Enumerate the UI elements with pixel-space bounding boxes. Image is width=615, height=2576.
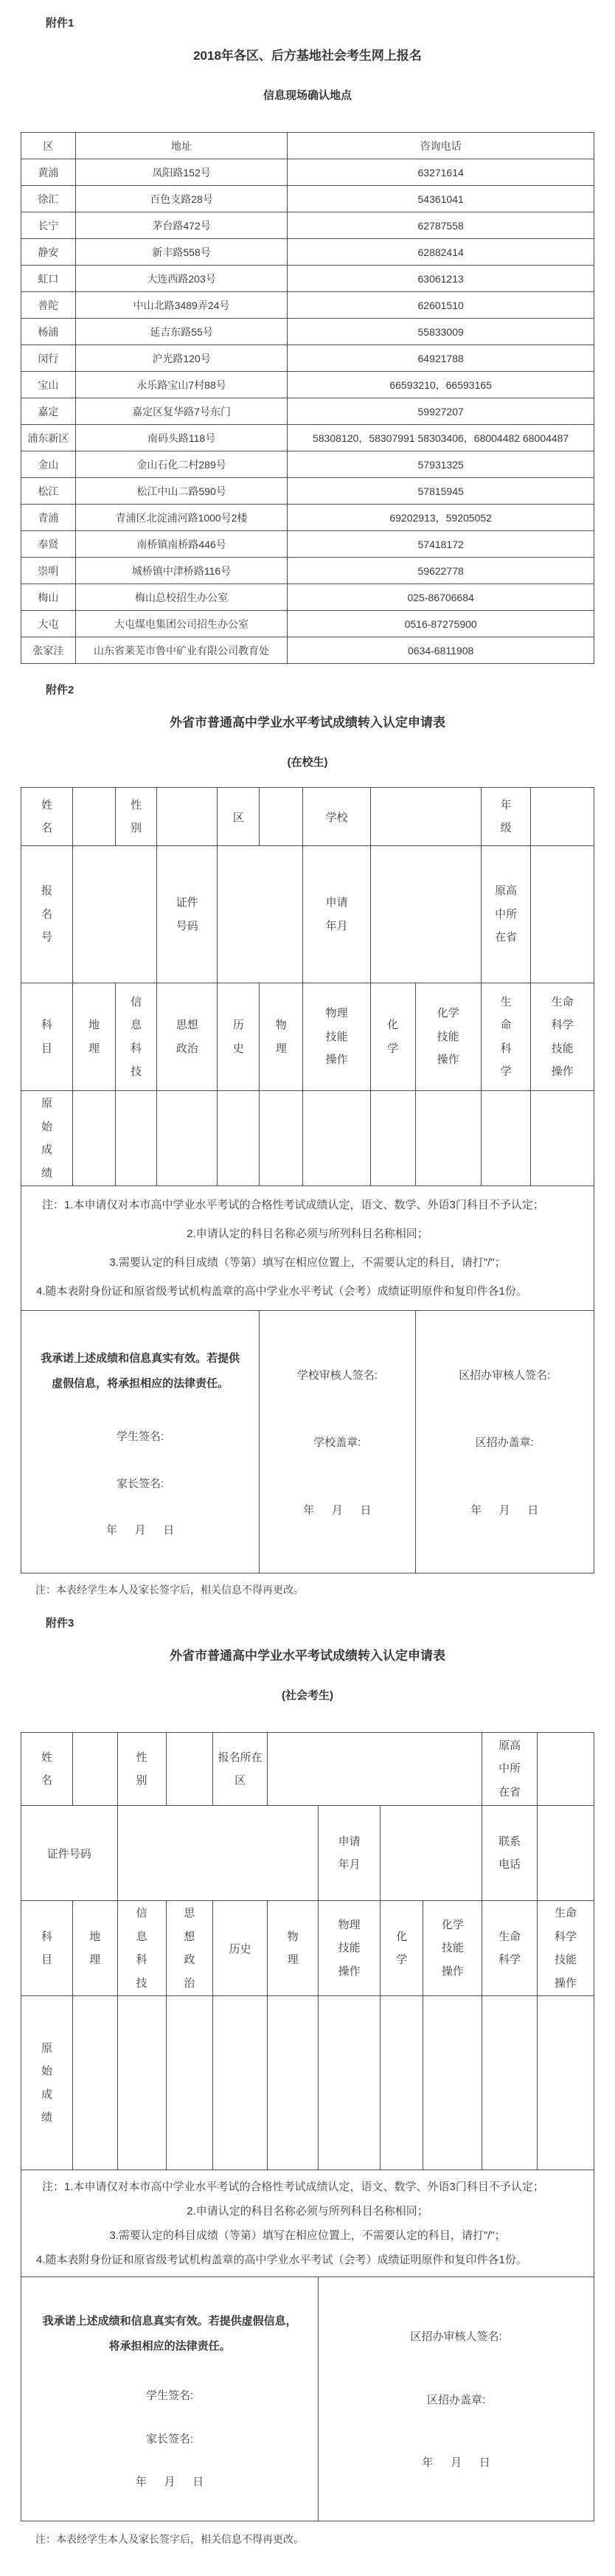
raw-score-cell bbox=[415, 1091, 481, 1186]
score-transfer-form-in-school bbox=[21, 787, 594, 1573]
raw-score-cell bbox=[370, 1091, 415, 1186]
cell-district: 张家洼 bbox=[21, 637, 76, 664]
field-label-id-no bbox=[157, 846, 218, 983]
table-row bbox=[21, 266, 594, 292]
student-signature-cell bbox=[21, 1311, 260, 1573]
form-row-subjects bbox=[21, 983, 594, 1091]
col-header-district: 区 bbox=[21, 133, 76, 159]
cell-district: 梅山 bbox=[21, 584, 76, 611]
cell-district: 黄浦 bbox=[21, 159, 76, 186]
col-header-address: 地址 bbox=[75, 133, 287, 159]
form-row-notes bbox=[21, 1186, 594, 1311]
note-line-2: 2.申请认定的科目名称必须与所列科目名称相同； bbox=[187, 1228, 428, 1240]
notes-cell bbox=[21, 2170, 594, 2277]
id-no-value-cell bbox=[218, 846, 303, 983]
form-social-subtitle: (社会考生) bbox=[282, 1689, 333, 1702]
cell-address: 大连西路203号 bbox=[75, 266, 287, 292]
cell-phone: 025-86706684 bbox=[288, 584, 594, 611]
subject-geography: 地理 bbox=[72, 983, 115, 1091]
subject-life-science: 生命科学 bbox=[482, 1901, 538, 1996]
district-seal-label: 区招办盖章: bbox=[427, 2393, 486, 2406]
subject-header: 科目 bbox=[21, 1901, 73, 1996]
cell-district: 虹口 bbox=[21, 266, 76, 292]
pledge-text: 我承诺上述成绩和信息真实有效。若提供虚假信息，将承担相应的法律责任。 bbox=[41, 1351, 240, 1391]
cell-phone: 54361041 bbox=[288, 186, 594, 212]
raw-score-label: 原始成绩 bbox=[21, 1996, 73, 2170]
phone-value-cell bbox=[537, 1806, 594, 1901]
field-label-district: 区 bbox=[218, 788, 260, 846]
subject-history: 历史 bbox=[218, 983, 260, 1091]
raw-score-cell bbox=[116, 1091, 157, 1186]
field-label-gender bbox=[116, 788, 157, 846]
cell-phone: 62601510 bbox=[288, 292, 594, 319]
field-label-apply-month bbox=[303, 846, 371, 983]
subject-it: 信息科技 bbox=[117, 1901, 166, 1996]
date-line: 年 月 日 bbox=[422, 2456, 490, 2469]
attachment2-label: 附件2 bbox=[46, 684, 74, 696]
district-value-cell bbox=[260, 788, 303, 846]
school-seal-label: 学校盖章: bbox=[313, 1436, 361, 1449]
field-label-school: 学校 bbox=[303, 788, 371, 846]
table-row bbox=[21, 611, 594, 637]
apply-month-value-cell bbox=[370, 846, 481, 983]
grade-label: 年级 bbox=[500, 798, 512, 834]
form-social-title: 外省市普通高中学业水平考试成绩转入认定申请表 bbox=[170, 1649, 445, 1663]
cell-district: 松江 bbox=[21, 478, 76, 505]
cell-phone: 66593210，66593165 bbox=[288, 372, 594, 398]
field-label-reg-no bbox=[21, 846, 73, 983]
cell-address: 城桥镇中津桥路116号 bbox=[75, 558, 287, 584]
district-review-cell bbox=[415, 1311, 594, 1573]
school-review-cell bbox=[260, 1311, 415, 1573]
student-sign-label: 学生签名: bbox=[146, 2389, 194, 2403]
raw-score-cell bbox=[481, 1091, 531, 1186]
table-row bbox=[21, 398, 594, 425]
field-label-id-no: 证件号码 bbox=[21, 1806, 118, 1901]
field-label-orig-province bbox=[482, 1733, 538, 1806]
form-row-registration bbox=[21, 846, 594, 983]
school-value-cell bbox=[370, 788, 481, 846]
id-no-value-cell bbox=[117, 1806, 319, 1901]
table-row bbox=[21, 345, 594, 372]
raw-score-label: 原始成绩 bbox=[21, 1091, 73, 1186]
subject-life-science-skill: 生命科学技能操作 bbox=[537, 1901, 594, 1996]
parent-sign-label: 家长签名: bbox=[117, 1477, 164, 1490]
cell-phone: 0516-87275900 bbox=[288, 611, 594, 637]
notes-cell bbox=[21, 1186, 594, 1311]
cell-address: 金山石化二村289号 bbox=[75, 451, 287, 478]
raw-score-cell bbox=[381, 1996, 423, 2170]
raw-score-cell bbox=[423, 1996, 482, 2170]
cell-address: 大屯煤电集团公司招生办公室 bbox=[75, 611, 287, 637]
raw-score-cell bbox=[303, 1091, 371, 1186]
reg-district-value-cell bbox=[268, 1733, 482, 1806]
date-line: 年 月 日 bbox=[470, 1503, 539, 1517]
reg-no-label: 报名号 bbox=[41, 884, 52, 944]
form-row-notes bbox=[21, 2170, 594, 2277]
pledge-text: 我承诺上述成绩和信息真实有效。若提供虚假信息，将承担相应的法律责任。 bbox=[42, 2314, 297, 2353]
student-signature-cell bbox=[21, 2277, 319, 2521]
field-label-name bbox=[21, 788, 73, 846]
table-row bbox=[21, 372, 594, 398]
gender-value-cell bbox=[157, 788, 218, 846]
confirmation-locations-table bbox=[21, 132, 594, 664]
cell-address: 凤阳路152号 bbox=[75, 159, 287, 186]
cell-district: 崇明 bbox=[21, 558, 76, 584]
confirmation-locations-subtitle: 信息现场确认地点 bbox=[263, 89, 352, 102]
raw-score-cell bbox=[531, 1091, 594, 1186]
cell-district: 杨浦 bbox=[21, 319, 76, 345]
form-row-contact bbox=[21, 1806, 594, 1901]
apply-month-value-cell bbox=[381, 1806, 482, 1901]
subject-it: 信息科技 bbox=[116, 983, 157, 1091]
subject-politics: 思想政治 bbox=[166, 1901, 213, 1996]
cell-phone: 59927207 bbox=[288, 398, 594, 425]
date-line: 年 月 日 bbox=[303, 1503, 372, 1517]
field-label-grade bbox=[481, 788, 531, 846]
orig-province-label: 原高中所在省 bbox=[498, 1739, 521, 1798]
cell-district: 长宁 bbox=[21, 212, 76, 239]
cell-address: 青浦区北淀浦河路1000号2楼 bbox=[75, 505, 287, 531]
cell-address: 南码头路118号 bbox=[75, 425, 287, 451]
district-review-cell bbox=[319, 2277, 594, 2521]
attachment1-label: 附件1 bbox=[46, 17, 74, 30]
cell-address: 延吉东路55号 bbox=[75, 319, 287, 345]
orig-province-label: 原高中所在省 bbox=[495, 884, 518, 944]
cell-district: 浦东新区 bbox=[21, 425, 76, 451]
table-row bbox=[21, 212, 594, 239]
raw-score-cell bbox=[157, 1091, 218, 1186]
note-line-4: 4.随本表附身份证和原省级考试机构盖章的高中学业水平考试（会考）成绩证明原件和复印件各1份。 bbox=[36, 2254, 527, 2266]
district-reviewer-sign-label: 区招办审核人签名: bbox=[459, 1368, 551, 1382]
school-reviewer-sign-label: 学校审核人签名: bbox=[296, 1368, 378, 1382]
cell-phone: 55833009 bbox=[288, 319, 594, 345]
cell-address: 永乐路宝山7村88号 bbox=[75, 372, 287, 398]
field-label-apply-month bbox=[319, 1806, 381, 1901]
cell-district: 金山 bbox=[21, 451, 76, 478]
name-label: 姓名 bbox=[41, 1751, 52, 1787]
cell-phone: 57418172 bbox=[288, 531, 594, 558]
table-row bbox=[21, 584, 594, 611]
subject-life-science: 生命科学 bbox=[481, 983, 531, 1091]
cell-address: 松江中山二路590号 bbox=[75, 478, 287, 505]
district-reviewer-sign-label: 区招办审核人签名: bbox=[410, 2330, 502, 2344]
form-in-school-subtitle: (在校生) bbox=[287, 756, 328, 769]
cell-address: 中山北路3489弄24号 bbox=[75, 292, 287, 319]
date-line: 年 月 日 bbox=[135, 2476, 204, 2489]
cell-district: 闵行 bbox=[21, 345, 76, 372]
raw-score-cell bbox=[213, 1996, 268, 2170]
table-row bbox=[21, 319, 594, 345]
subject-politics: 思想政治 bbox=[157, 983, 218, 1091]
table-row bbox=[21, 292, 594, 319]
student-sign-label: 学生签名: bbox=[117, 1430, 164, 1444]
cell-address: 梅山总校招生办公室 bbox=[75, 584, 287, 611]
raw-score-cell bbox=[319, 1996, 381, 2170]
phone-label: 联系电话 bbox=[498, 1835, 521, 1871]
subject-physics-skill: 物理技能操作 bbox=[319, 1901, 381, 1996]
form-row-signatures bbox=[21, 1311, 594, 1573]
raw-score-cell bbox=[268, 1996, 319, 2170]
form-row-subjects bbox=[21, 1901, 594, 1996]
field-label-phone bbox=[482, 1806, 538, 1901]
note-line-3: 3.需要认定的科目成绩（等第）填写在相应位置上，不需要认定的科目，请打"/"； bbox=[109, 1256, 506, 1269]
form-row-identity bbox=[21, 1733, 594, 1806]
form-row-signatures bbox=[21, 2277, 594, 2521]
field-label-gender bbox=[117, 1733, 166, 1806]
table-row bbox=[21, 558, 594, 584]
cell-phone: 63271614 bbox=[288, 159, 594, 186]
cell-address: 百色支路28号 bbox=[75, 186, 287, 212]
name-value-cell bbox=[72, 788, 115, 846]
orig-province-value-cell bbox=[531, 846, 594, 983]
parent-sign-label: 家长签名: bbox=[146, 2432, 194, 2445]
table-row bbox=[21, 505, 594, 531]
apply-month-label: 申请年月 bbox=[325, 896, 348, 932]
reg-no-value-cell bbox=[72, 846, 156, 983]
raw-score-cell bbox=[117, 1996, 166, 2170]
table-row bbox=[21, 239, 594, 266]
cell-district: 普陀 bbox=[21, 292, 76, 319]
cell-phone: 0634-6811908 bbox=[288, 637, 594, 664]
table-row bbox=[21, 637, 594, 664]
cell-phone: 58308120，58307991 58303406，68004482 68004487 bbox=[288, 425, 594, 451]
raw-score-cell bbox=[218, 1091, 260, 1186]
form-social-footnote: 注：本表经学生本人及家长签字后，相关信息不得再更改。 bbox=[35, 2533, 304, 2545]
raw-score-cell bbox=[537, 1996, 594, 2170]
field-label-orig-province bbox=[481, 846, 531, 983]
grade-value-cell bbox=[531, 788, 594, 846]
subject-physics: 物理 bbox=[268, 1901, 319, 1996]
subject-history: 历史 bbox=[213, 1901, 268, 1996]
form-row-raw-scores bbox=[21, 1091, 594, 1186]
page-title: 2018年各区、后方基地社会考生网上报名 bbox=[193, 49, 422, 63]
table-row bbox=[21, 531, 594, 558]
cell-address: 嘉定区复华路7号东门 bbox=[75, 398, 287, 425]
name-label: 姓名 bbox=[41, 798, 52, 834]
cell-phone: 69202913，59205052 bbox=[288, 505, 594, 531]
note-line-1: 注：1.本申请仅对本市高中学业水平考试的合格性考试成绩认定，语文、数学、外语3门科目不予认定； bbox=[42, 2181, 544, 2193]
table-header-row bbox=[21, 133, 594, 159]
form-in-school-footnote: 注：本表经学生本人及家长签字后，相关信息不得再更改。 bbox=[35, 1584, 304, 1596]
form-in-school-title: 外省市普通高中学业水平考试成绩转入认定申请表 bbox=[170, 716, 445, 730]
cell-district: 奉贤 bbox=[21, 531, 76, 558]
district-seal-label: 区招办盖章: bbox=[475, 1436, 534, 1449]
raw-score-cell bbox=[72, 1996, 117, 2170]
gender-label: 性别 bbox=[136, 1751, 147, 1787]
subject-life-science-skill: 生命科学技能操作 bbox=[531, 983, 594, 1091]
cell-address: 茅台路472号 bbox=[75, 212, 287, 239]
raw-score-cell bbox=[260, 1091, 303, 1186]
table-row bbox=[21, 186, 594, 212]
subject-chemistry-skill: 化学技能操作 bbox=[423, 1901, 482, 1996]
reg-district-label: 报名所在区 bbox=[218, 1751, 263, 1787]
form-row-raw-scores bbox=[21, 1996, 594, 2170]
apply-month-label: 申请年月 bbox=[338, 1835, 361, 1871]
id-no-label: 证件号码 bbox=[176, 896, 198, 932]
note-line-4: 4.随本表附身份证和原省级考试机构盖章的高中学业水平考试（会考）成绩证明原件和复印件各1份。 bbox=[36, 1285, 527, 1298]
score-transfer-form-social bbox=[21, 1732, 594, 2521]
note-line-3: 3.需要认定的科目成绩（等第）填写在相应位置上，不需要认定的科目，请打"/"； bbox=[109, 2229, 506, 2242]
note-line-2: 2.申请认定的科目名称必须与所列科目名称相同； bbox=[187, 2205, 428, 2217]
raw-score-cell bbox=[166, 1996, 213, 2170]
orig-province-value-cell bbox=[537, 1733, 594, 1806]
cell-phone: 64921788 bbox=[288, 345, 594, 372]
raw-score-cell bbox=[72, 1091, 115, 1186]
field-label-reg-district bbox=[213, 1733, 268, 1806]
col-header-phone: 咨询电话 bbox=[288, 133, 594, 159]
cell-phone: 57931325 bbox=[288, 451, 594, 478]
cell-district: 徐汇 bbox=[21, 186, 76, 212]
cell-phone: 57815945 bbox=[288, 478, 594, 505]
table-row bbox=[21, 451, 594, 478]
cell-address: 新丰路558号 bbox=[75, 239, 287, 266]
subject-chemistry: 化学 bbox=[381, 1901, 423, 1996]
subject-physics: 物理 bbox=[260, 983, 303, 1091]
cell-district: 嘉定 bbox=[21, 398, 76, 425]
form-row-identity bbox=[21, 788, 594, 846]
subject-header: 科目 bbox=[21, 983, 73, 1091]
cell-phone: 62787558 bbox=[288, 212, 594, 239]
raw-score-cell bbox=[482, 1996, 538, 2170]
subject-geography: 地理 bbox=[72, 1901, 117, 1996]
table-row bbox=[21, 478, 594, 505]
attachment3-label: 附件3 bbox=[46, 1617, 74, 1630]
date-line: 年 月 日 bbox=[105, 1524, 175, 1537]
cell-address: 南桥镇南桥路446号 bbox=[75, 531, 287, 558]
subject-physics-skill: 物理技能操作 bbox=[303, 983, 371, 1091]
gender-value-cell bbox=[166, 1733, 213, 1806]
cell-district: 宝山 bbox=[21, 372, 76, 398]
cell-district: 青浦 bbox=[21, 505, 76, 531]
name-value-cell bbox=[72, 1733, 117, 1806]
field-label-name bbox=[21, 1733, 73, 1806]
subject-chemistry: 化学 bbox=[370, 983, 415, 1091]
table-row bbox=[21, 425, 594, 451]
cell-district: 静安 bbox=[21, 239, 76, 266]
cell-address: 山东省莱芜市鲁中矿业有限公司教育处 bbox=[75, 637, 287, 664]
cell-address: 沪光路120号 bbox=[75, 345, 287, 372]
gender-label: 性别 bbox=[131, 798, 142, 834]
cell-phone: 63061213 bbox=[288, 266, 594, 292]
subject-chemistry-skill: 化学技能操作 bbox=[415, 983, 481, 1091]
cell-district: 大屯 bbox=[21, 611, 76, 637]
cell-phone: 62882414 bbox=[288, 239, 594, 266]
table-row bbox=[21, 159, 594, 186]
note-line-1: 注：1.本申请仅对本市高中学业水平考试的合格性考试成绩认定，语文、数学、外语3门科目不予认定； bbox=[42, 1199, 544, 1211]
cell-phone: 59622778 bbox=[288, 558, 594, 584]
